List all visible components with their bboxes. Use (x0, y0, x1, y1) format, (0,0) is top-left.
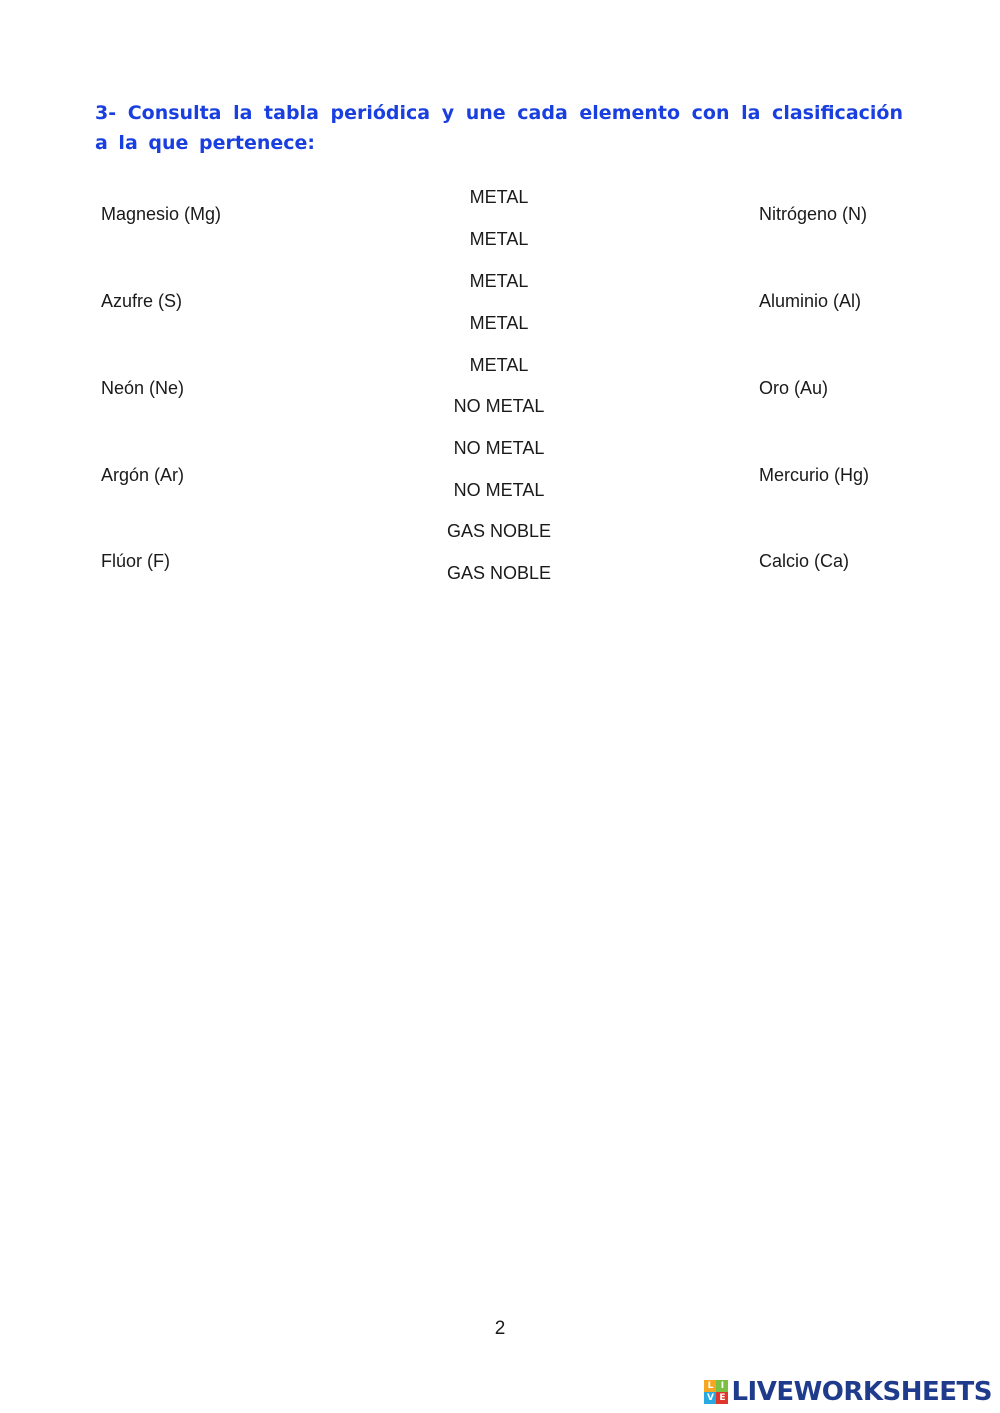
logo-letter: V (704, 1392, 716, 1404)
logo-letter: I (716, 1380, 728, 1392)
classification-item[interactable]: METAL (469, 187, 529, 207)
right-element-item[interactable]: Mercurio (Hg) (759, 465, 870, 485)
classification-item[interactable]: NO METAL (453, 480, 545, 500)
logo-letter: L (704, 1380, 716, 1392)
liveworksheets-logo-icon (704, 1380, 728, 1404)
right-element-item[interactable]: Calcio (Ca) (759, 551, 850, 571)
classification-item[interactable]: METAL (469, 229, 529, 249)
left-element-item[interactable]: Flúor (F) (101, 551, 170, 571)
classification-item[interactable]: NO METAL (453, 396, 545, 416)
logo-letter: E (716, 1392, 728, 1404)
brand-name: LIVEWORKSHEETS (731, 1377, 992, 1407)
classification-item[interactable]: GAS NOBLE (446, 521, 552, 541)
exercise-instruction: 3- Consulta la tabla periódica y une cada elemento con la clasificación a la que pertenece: (95, 102, 903, 154)
classification-item[interactable]: METAL (469, 313, 529, 333)
left-element-item[interactable]: Argón (Ar) (101, 465, 185, 485)
liveworksheets-brand (704, 1377, 992, 1407)
classification-item[interactable]: METAL (469, 355, 529, 375)
left-element-item[interactable]: Magnesio (Mg) (101, 204, 222, 224)
left-element-item[interactable]: Neón (Ne) (101, 378, 185, 398)
right-element-item[interactable]: Aluminio (Al) (759, 291, 862, 311)
right-element-item[interactable]: Oro (Au) (759, 378, 829, 398)
classification-item[interactable]: GAS NOBLE (446, 563, 552, 583)
page-number: 2 (494, 1318, 506, 1339)
classification-item[interactable]: NO METAL (453, 438, 545, 458)
right-element-item[interactable]: Nitrógeno (N) (759, 204, 868, 224)
left-element-item[interactable]: Azufre (S) (101, 291, 183, 311)
classification-item[interactable]: METAL (469, 271, 529, 291)
